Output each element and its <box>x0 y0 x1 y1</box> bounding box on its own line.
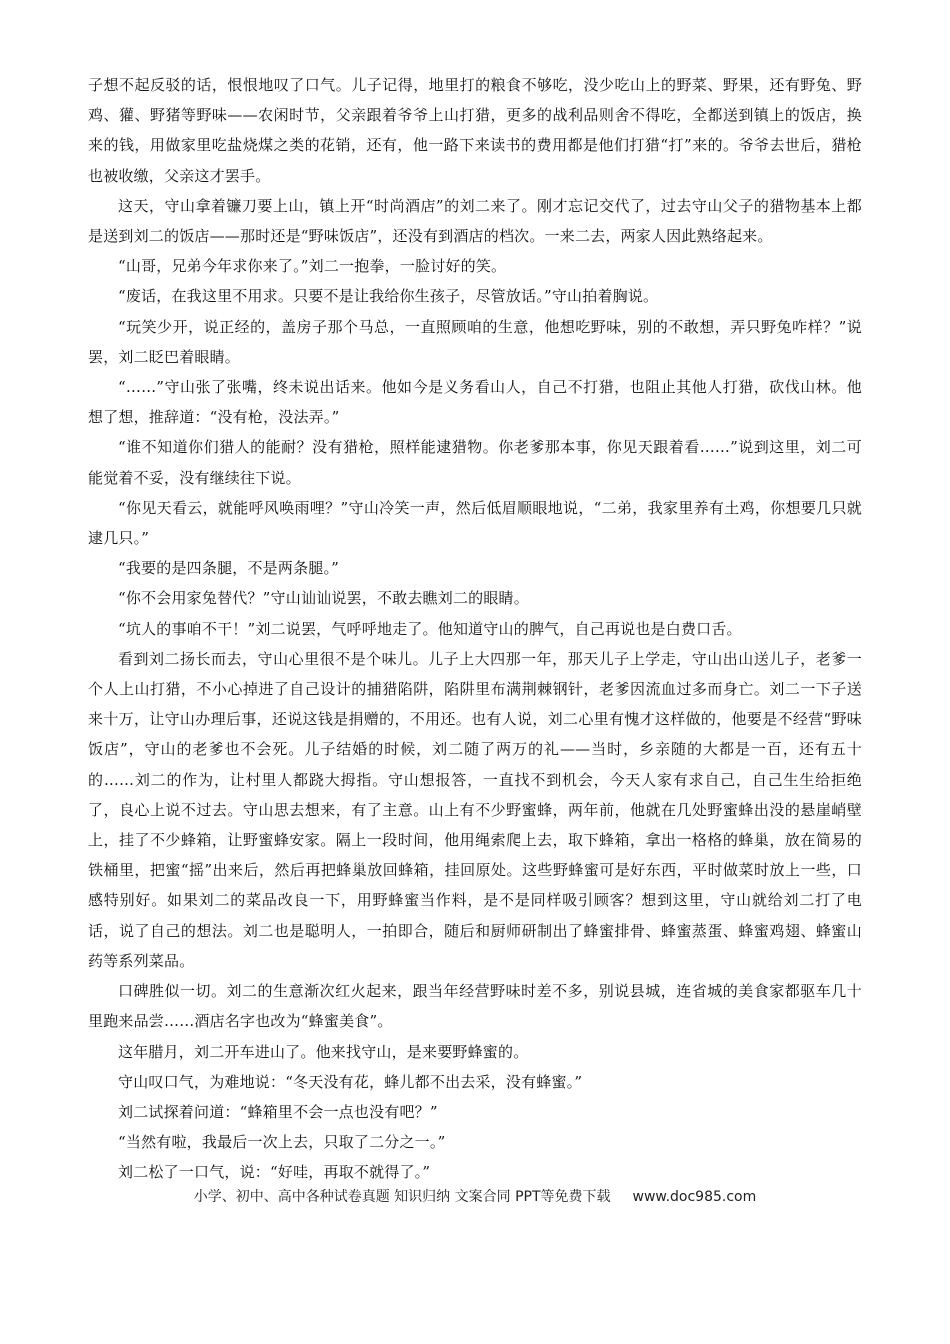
page-footer <box>0 1186 950 1206</box>
paragraph-9: “我要的是四条腿，不是两条腿。” <box>118 559 340 578</box>
article-body <box>88 70 862 1188</box>
paragraph-13: 口碑胜似一切。刘二的生意渐次红火起来，跟当年经营野味时差不多，别说县城，连省城的美食家都驱车几十里跑来品尝……酒店名字也改为“蜂蜜美食”。 <box>88 982 862 1031</box>
footer-text: 小学、初中、高中各种试卷真题 知识归纳 文案合同 PPT等免费下载 <box>193 1189 611 1205</box>
paragraph-1: 子想不起反驳的话，恨恨地叹了口气。儿子记得，地里打的粮食不够吃，没少吃山上的野菜、野果，还有野兔、野鸡、獾、野猪等野味——农闲时节，父亲跟着爷爷上山打猎，更多的战利品则舍不得吃，全都送到镇上的饭店，换来的钱，用做家里吃盐烧煤之类的花销，还有，他一路下来读书的费用都是他们打猎“打”来的。爷爷去世后，猎枪也被收缴，父亲这才罢手。 <box>88 76 862 185</box>
paragraph-14: 这年腊月，刘二开车进山了。他来找守山，是来要野蜂蜜的。 <box>118 1042 529 1061</box>
paragraph-5: “玩笑少开，说正经的，盖房子那个马总，一直照顾咱的生意，他想吃野味，别的不敢想，弄只野兔咋样？”说罢，刘二眨巴着眼睛。 <box>88 317 862 366</box>
paragraph-11: “坑人的事咱不干！”刘二说罢，气呼呼地走了。他知道守山的脾气，自己再说也是白费口舌。 <box>118 619 742 638</box>
paragraph-3: “山哥，兄弟今年求你来了。”刘二一抱拳，一脸讨好的笑。 <box>118 257 507 276</box>
paragraph-17: “当然有啦，我最后一次上去，只取了二分之一。” <box>118 1133 446 1152</box>
paragraph-7: “谁不知道你们猎人的能耐？没有猎枪，照样能逮猎物。你老爹那本事，你见天跟着看……”说到这里，刘二可能觉着不妥，没有继续往下说。 <box>88 438 862 487</box>
paragraph-8: “你见天看云，就能呼风唤雨哩？”守山冷笑一声，然后低眉顺眼地说，“二弟，我家里养有土鸡，你想要几只就逮几只。” <box>88 498 862 548</box>
footer-link[interactable]: www.doc985.com <box>632 1189 757 1205</box>
paragraph-6: “……”守山张了张嘴，终未说出话来。他如今是义务看山人，自己不打猎，也阻止其他人打猎，砍伐山林。他想了想，推辞道：“没有枪，没法弄。” <box>88 378 862 427</box>
paragraph-12: 看到刘二扬长而去，守山心里很不是个味儿。儿子上大四那一年，那天儿子上学走，守山出山送儿子，老爹一个人上山打猎，不小心掉进了自己设计的捕猎陷阱，陷阱里布满荆棘钢针，老爹因流血过多而身亡。刘二一下子送来十万，让守山办理后事，还说这钱是捐赠的，不用还。也有人说，刘二心里有愧才这样做的，他要是不经营“野味饭店”，守山的老爹也不会死。儿子结婚的时候，刘二随了两万的礼——当时，乡亲随的大都是一百，还有五十的……刘二的作为，让村里人都跷大拇指。守山想报答，一直找不到机会，今天人家有求自己，自己生生给拒绝了，良心上说不过去。守山思去想来，有了主意。山上有不少野蜜蜂，两年前，他就在几处野蜜蜂出没的悬崖峭壁上，挂了不少蜂箱，让野蜜蜂安家。隔上一段时间，他用绳索爬上去，取下蜂箱，拿出一格格的蜂巢，放在简易的铁桶里，把蜜“摇”出来后，然后再把蜂巢放回蜂箱，挂回原处。这些野蜂蜜可是好东西，平时做菜时放上一些，口感特别好。如果刘二的菜品改良一下，用野蜂蜜当作料，是不是同样吸引顾客？想到这里，守山就给刘二打了电话，说了自己的想法。刘二也是聪明人，一拍即合，随后和厨师研制出了蜂蜜排骨、蜂蜜蒸蛋、蜂蜜鸡翅、蜂蜜山药等系列菜品。 <box>88 649 862 970</box>
paragraph-18: 刘二松了一口气，说：“好哇，再取不就得了。” <box>118 1163 431 1182</box>
paragraph-16: 刘二试探着问道：“蜂箱里不会一点也没有吧？” <box>118 1102 438 1121</box>
paragraph-4: “废话，在我这里不用求。只要不是让我给你生孩子，尽管放话。”守山拍着胸说。 <box>118 287 659 306</box>
paragraph-15: 守山叹口气，为难地说：“冬天没有花，蜂儿都不出去采，没有蜂蜜。” <box>118 1072 583 1091</box>
paragraph-10: “你不会用家兔替代？”守山讪讪说罢，不敢去瞧刘二的眼睛。 <box>118 589 529 608</box>
paragraph-2: 这天，守山拿着镰刀要上山，镇上开“时尚酒店”的刘二来了。刚才忘记交代了，过去守山父子的猎物基本上都是送到刘二的饭店——那时还是“野味饭店”，还没有到酒店的档次。一来二去，两家人因此熟络起来。 <box>88 196 862 246</box>
